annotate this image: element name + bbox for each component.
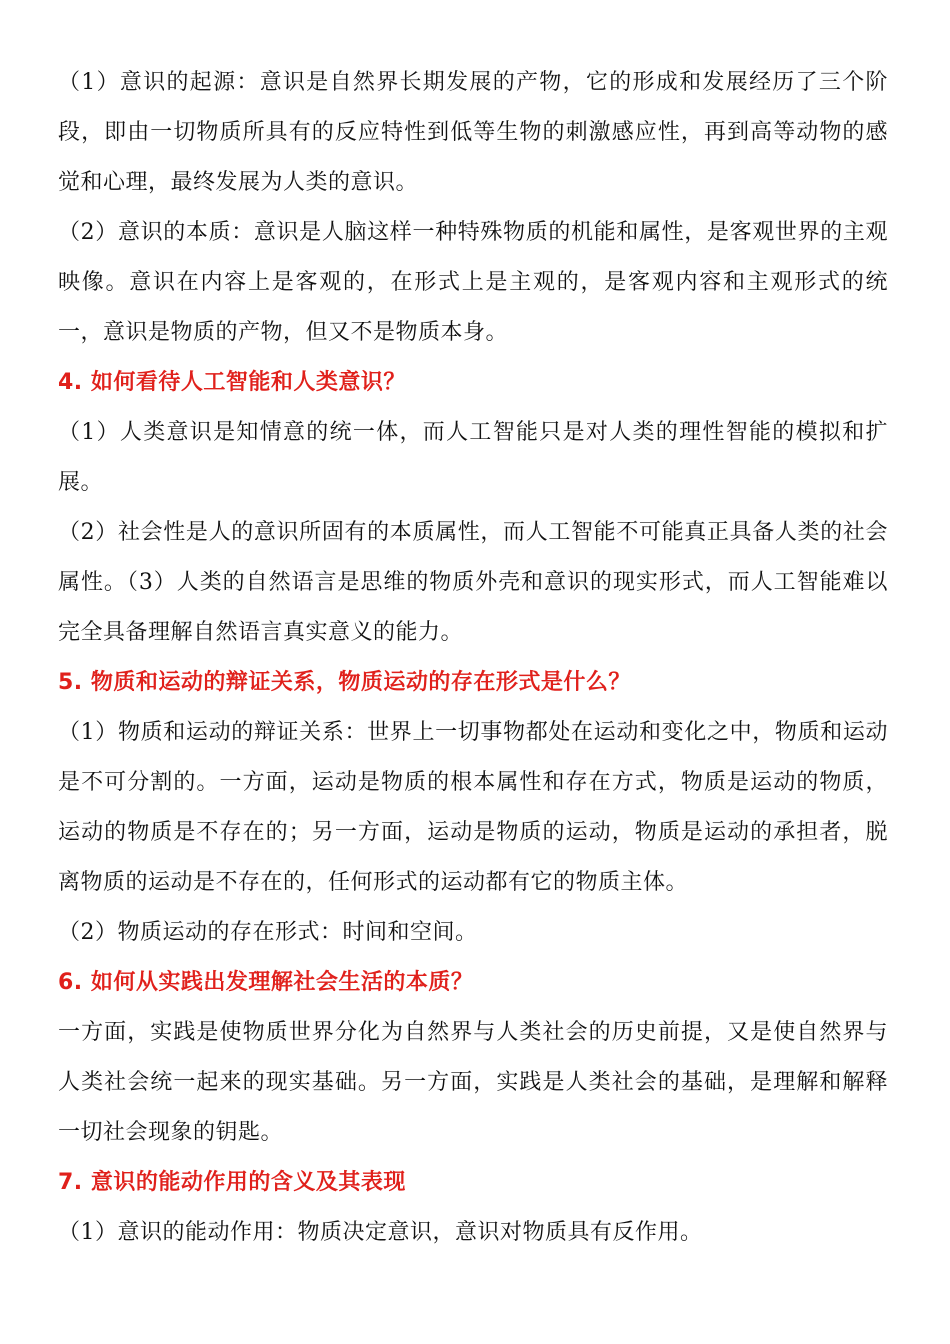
heading-active-role-of-consciousness: 7. 意识的能动作用的含义及其表现 (58, 1170, 406, 1195)
paragraph-consciousness-essence: （2）意识的本质：意识是人脑这样一种特殊物质的机能和属性，是客观世界的主观映像。意识在内容上是客观的，在形式上是主观的，是客观内容和主观形式的统一，意识是物质的产物，但又不是物质本身。 (58, 220, 888, 345)
heading-matter-and-motion: 5. 物质和运动的辩证关系，物质运动的存在形式是什么？ (58, 670, 631, 695)
paragraph-ai-point-1: （1）人类意识是知情意的统一体，而人工智能只是对人类的理性智能的模拟和扩展。 (58, 420, 888, 495)
paragraph-consciousness-origin: （1）意识的起源：意识是自然界长期发展的产物，它的形成和发展经历了三个阶段，即由一切物质所具有的反应特性到低等生物的刺激感应性，再到高等动物的感觉和心理，最终发展为人类的意识。 (58, 70, 888, 195)
paragraph-practice-social-life: 一方面，实践是使物质世界分化为自然界与人类社会的历史前提，又是使自然界与人类社会统一起来的现实基础。另一方面，实践是人类社会的基础，是理解和解释一切社会现象的钥匙。 (58, 1020, 888, 1145)
document-page (58, 58, 888, 1258)
paragraph-active-role-definition: （1）意识的能动作用：物质决定意识，意识对物质具有反作用。 (58, 1220, 703, 1245)
heading-practice-social-life: 6. 如何从实践出发理解社会生活的本质？ (58, 970, 474, 995)
paragraph-ai-point-2-3: （2）社会性是人的意识所固有的本质属性，而人工智能不可能真正具备人类的社会属性。（3）人类的自然语言是思维的物质外壳和意识的现实形式，而人工智能难以完全具备理解自然语言真实意义的能力。 (58, 520, 888, 645)
paragraph-motion-forms: （2）物质运动的存在形式：时间和空间。 (58, 920, 478, 945)
heading-ai-and-human-consciousness: 4. 如何看待人工智能和人类意识？ (58, 370, 406, 395)
paragraph-matter-motion-relation: （1）物质和运动的辩证关系：世界上一切事物都处在运动和变化之中，物质和运动是不可分割的。一方面，运动是物质的根本属性和存在方式，物质是运动的物质，运动的物质是不存在的；另一方面，运动是物质的运动，物质是运动的承担者，脱离物质的运动是不存在的，任何形式的运动都有它的物质主体。 (58, 720, 888, 895)
